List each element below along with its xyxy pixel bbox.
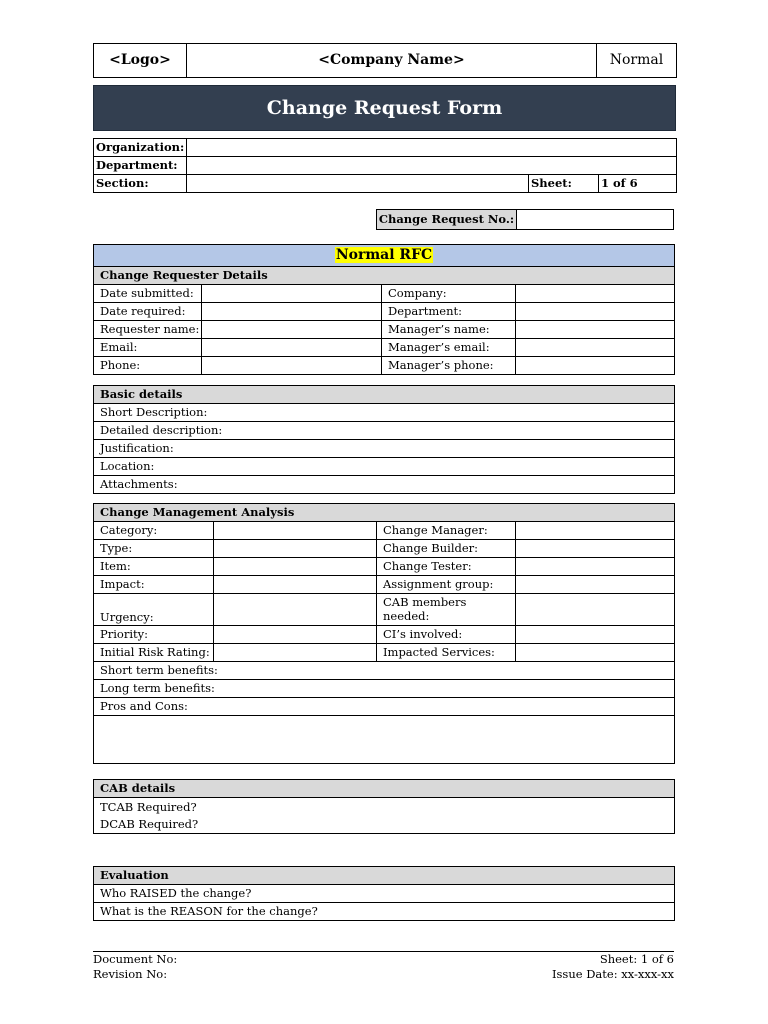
assignment-group-label: Assignment group: bbox=[377, 576, 516, 594]
reason-field[interactable]: What is the REASON for the change? bbox=[94, 903, 675, 921]
company-field[interactable] bbox=[516, 285, 675, 303]
company-name: <Company Name> bbox=[187, 44, 597, 78]
pros-and-cons-field[interactable] bbox=[94, 716, 675, 764]
date-required-label: Date required: bbox=[94, 303, 202, 321]
sheet-label: Sheet: bbox=[529, 175, 599, 193]
priority-label: Priority: bbox=[94, 626, 214, 644]
organization-table bbox=[93, 138, 677, 193]
basic-details-heading: Basic details bbox=[94, 386, 675, 404]
change-request-number-field[interactable] bbox=[517, 210, 674, 230]
cis-involved-label: CI’s involved: bbox=[377, 626, 516, 644]
cis-involved-field[interactable] bbox=[516, 626, 675, 644]
tcab-required-label: TCAB Required? bbox=[100, 799, 197, 814]
department-label: Department: bbox=[94, 157, 187, 175]
requester-name-label: Requester name: bbox=[94, 321, 202, 339]
footer-sheet: Sheet: 1 of 6 bbox=[599, 952, 674, 966]
category-field[interactable] bbox=[214, 522, 377, 540]
type-label: Type: bbox=[94, 540, 214, 558]
normal-rfc-band bbox=[94, 245, 675, 267]
requester-name-field[interactable] bbox=[202, 321, 382, 339]
urgency-label: Urgency: bbox=[94, 594, 214, 626]
change-builder-label: Change Builder: bbox=[377, 540, 516, 558]
justification-field[interactable]: Justification: bbox=[94, 440, 675, 458]
change-builder-field[interactable] bbox=[516, 540, 675, 558]
detailed-description-field[interactable]: Detailed description: bbox=[94, 422, 675, 440]
change-manager-field[interactable] bbox=[516, 522, 675, 540]
who-raised-field[interactable]: Who RAISED the change? bbox=[94, 885, 675, 903]
form-type: Normal bbox=[597, 44, 677, 78]
cab-members-needed-label: CAB members needed: bbox=[377, 594, 516, 626]
manager-email-label: Manager’s email: bbox=[382, 339, 516, 357]
requester-details-table bbox=[93, 244, 675, 375]
evaluation-heading: Evaluation bbox=[94, 867, 675, 885]
impacted-services-field[interactable] bbox=[516, 644, 675, 662]
requester-department-field[interactable] bbox=[516, 303, 675, 321]
page-title: Change Request Form bbox=[93, 85, 676, 131]
impacted-services-label: Impacted Services: bbox=[377, 644, 516, 662]
email-label: Email: bbox=[94, 339, 202, 357]
item-label: Item: bbox=[94, 558, 214, 576]
item-field[interactable] bbox=[214, 558, 377, 576]
phone-label: Phone: bbox=[94, 357, 202, 375]
header-table bbox=[93, 43, 677, 78]
date-submitted-field[interactable] bbox=[202, 285, 382, 303]
attachments-field[interactable]: Attachments: bbox=[94, 476, 675, 494]
urgency-field[interactable] bbox=[214, 594, 377, 626]
section-field[interactable] bbox=[187, 175, 529, 193]
impact-field[interactable] bbox=[214, 576, 377, 594]
basic-details-table bbox=[93, 385, 675, 494]
type-field[interactable] bbox=[214, 540, 377, 558]
company-label: Company: bbox=[382, 285, 516, 303]
revision-number-label: Revision No: bbox=[93, 967, 168, 981]
assignment-group-field[interactable] bbox=[516, 576, 675, 594]
footer-right bbox=[552, 952, 674, 982]
manager-phone-field[interactable] bbox=[516, 357, 675, 375]
manager-name-label: Manager’s name: bbox=[382, 321, 516, 339]
change-manager-label: Change Manager: bbox=[377, 522, 516, 540]
location-field[interactable]: Location: bbox=[94, 458, 675, 476]
manager-phone-label: Manager’s phone: bbox=[382, 357, 516, 375]
pros-and-cons-label: Pros and Cons: bbox=[94, 698, 675, 716]
document-number-label: Document No: bbox=[93, 952, 178, 966]
short-description-field[interactable]: Short Description: bbox=[94, 404, 675, 422]
category-label: Category: bbox=[94, 522, 214, 540]
manager-name-field[interactable] bbox=[516, 321, 675, 339]
requester-department-label: Department: bbox=[382, 303, 516, 321]
cab-members-needed-field[interactable] bbox=[516, 594, 675, 626]
long-term-benefits-field[interactable]: Long term benefits: bbox=[94, 680, 675, 698]
phone-field[interactable] bbox=[202, 357, 382, 375]
change-request-number-label: Change Request No.: bbox=[377, 210, 517, 230]
dcab-required-label: DCAB Required? bbox=[100, 816, 199, 831]
cab-details-heading: CAB details bbox=[94, 780, 675, 798]
initial-risk-rating-label: Initial Risk Rating: bbox=[94, 644, 214, 662]
change-tester-label: Change Tester: bbox=[377, 558, 516, 576]
manager-email-field[interactable] bbox=[516, 339, 675, 357]
footer-left bbox=[93, 952, 177, 982]
normal-rfc-title: Normal RFC bbox=[335, 247, 433, 264]
section-label: Section: bbox=[94, 175, 187, 193]
logo-placeholder: <Logo> bbox=[94, 44, 187, 78]
change-tester-field[interactable] bbox=[516, 558, 675, 576]
impact-label: Impact: bbox=[94, 576, 214, 594]
change-management-analysis-table bbox=[93, 503, 675, 764]
cab-details-table bbox=[93, 779, 675, 834]
priority-field[interactable] bbox=[214, 626, 377, 644]
organization-label: Organization: bbox=[94, 139, 187, 157]
date-submitted-label: Date submitted: bbox=[94, 285, 202, 303]
change-management-analysis-heading: Change Management Analysis bbox=[94, 504, 675, 522]
department-field[interactable] bbox=[187, 157, 677, 175]
issue-date: Issue Date: xx-xxx-xx bbox=[551, 967, 674, 981]
date-required-field[interactable] bbox=[202, 303, 382, 321]
organization-field[interactable] bbox=[187, 139, 677, 157]
requester-details-heading: Change Requester Details bbox=[94, 267, 675, 285]
sheet-value: 1 of 6 bbox=[599, 175, 677, 193]
short-term-benefits-field[interactable]: Short term benefits: bbox=[94, 662, 675, 680]
change-request-number-table bbox=[376, 209, 674, 230]
initial-risk-rating-field[interactable] bbox=[214, 644, 377, 662]
email-field[interactable] bbox=[202, 339, 382, 357]
cab-required-field[interactable] bbox=[94, 798, 675, 834]
evaluation-table bbox=[93, 866, 675, 921]
